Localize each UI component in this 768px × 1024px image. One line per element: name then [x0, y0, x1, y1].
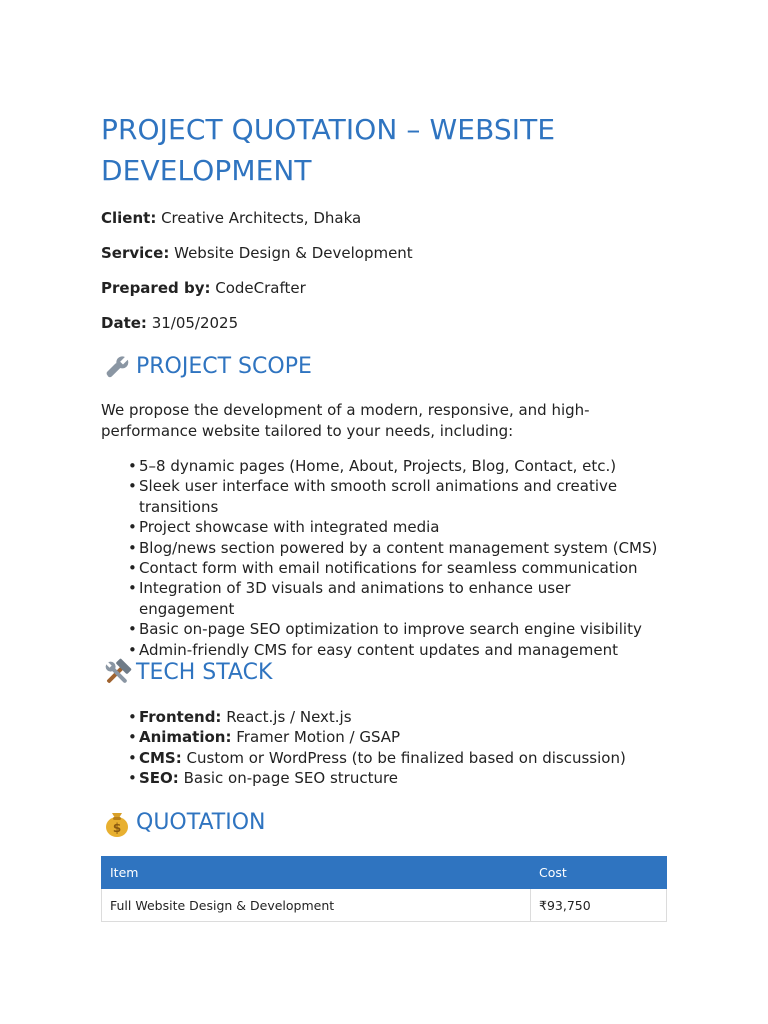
list-item: • Sleek user interface with smooth scroll animations and creative transitions — [128, 476, 668, 517]
meta-label: Client: — [101, 209, 157, 227]
meta-client — [101, 208, 361, 228]
table-cell-item: Full Website Design & Development — [102, 889, 531, 922]
tech-value: Basic on-page SEO structure — [178, 769, 399, 788]
list-item — [128, 707, 668, 727]
list-item: • Contact form with email notifications for seamless communication — [128, 558, 668, 578]
table-cell-cost: ₹93,750 — [531, 889, 667, 922]
tech-value: Framer Motion / GSAP — [231, 728, 401, 747]
tech-value: Custom or WordPress (to be finalized based on discussion) — [181, 748, 626, 767]
meta-prepared-by — [101, 278, 306, 298]
meta-label: Service: — [101, 244, 170, 262]
section-heading-scope — [101, 352, 312, 382]
section-heading-quotation — [101, 808, 266, 838]
list-item: • Basic on-page SEO optimization to improve search engine visibility — [128, 619, 668, 639]
svg-text:$: $ — [112, 821, 122, 835]
meta-value: Website Design & Development — [169, 244, 413, 262]
meta-date — [101, 313, 238, 333]
meta-label: Prepared by: — [101, 279, 211, 297]
table-row — [102, 889, 667, 922]
list-item: • Admin-friendly CMS for easy content updates and management — [128, 640, 668, 660]
meta-value: CodeCrafter — [210, 279, 306, 297]
list-item — [128, 748, 668, 768]
list-item: • Integration of 3D visuals and animations to enhance user engagement — [128, 578, 668, 619]
wrench-icon — [101, 352, 133, 382]
meta-service — [101, 243, 413, 263]
list-item: • Project showcase with integrated media — [128, 517, 668, 537]
scope-intro: We propose the development of a modern, responsive, and high-performance website tailored to your needs, including: — [101, 401, 590, 440]
section-heading-text: PROJECT SCOPE — [136, 354, 312, 379]
tech-list — [128, 707, 668, 789]
meta-value: Creative Architects, Dhaka — [156, 209, 362, 227]
list-item — [128, 768, 668, 788]
scope-list — [128, 456, 668, 660]
list-item: • 5–8 dynamic pages (Home, About, Projects, Blog, Contact, etc.) — [128, 456, 668, 476]
meta-label: Date: — [101, 314, 147, 332]
hammer-and-wrench-icon — [101, 658, 133, 688]
section-heading-text: QUOTATION — [136, 810, 266, 835]
document-title: PROJECT QUOTATION – WEBSITE DEVELOPMENT — [101, 113, 556, 187]
table-header-row — [102, 857, 667, 889]
list-item: • Blog/news section powered by a content management system (CMS) — [128, 538, 668, 558]
section-heading-tech — [101, 658, 272, 688]
quotation-table — [101, 856, 667, 922]
tech-label: Frontend: — [139, 708, 222, 726]
meta-value: 31/05/2025 — [146, 314, 239, 332]
column-header-cost: Cost — [531, 857, 667, 889]
list-item — [128, 727, 668, 747]
tech-label: Animation: — [139, 728, 232, 747]
tech-label: SEO: — [139, 769, 179, 788]
tech-label: CMS: — [139, 748, 182, 767]
column-header-item: Item — [102, 857, 531, 889]
money-bag-icon — [101, 808, 133, 838]
section-heading-text: TECH STACK — [136, 660, 273, 685]
tech-value: React.js / Next.js — [221, 708, 352, 726]
